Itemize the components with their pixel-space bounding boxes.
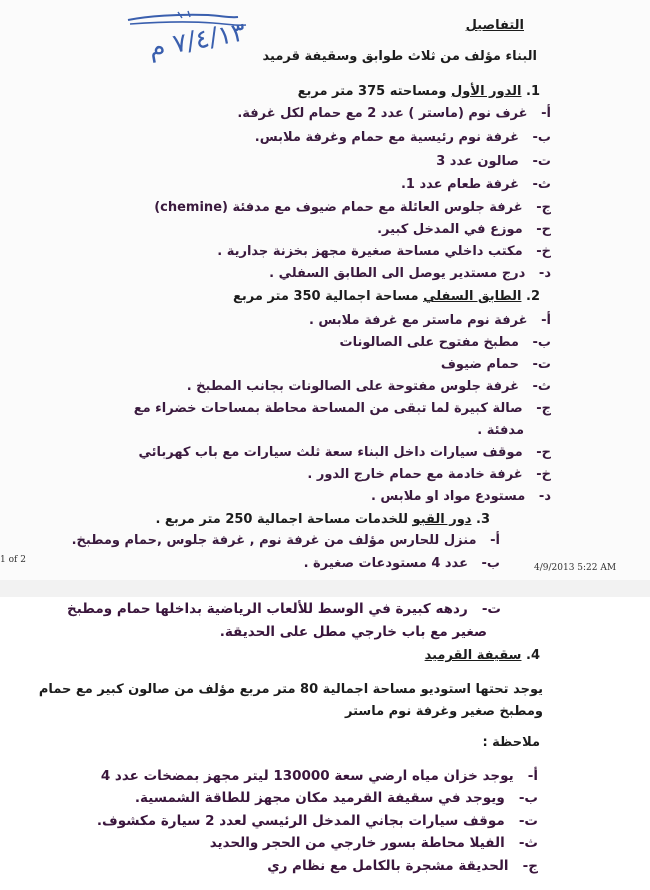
section4-label: سقيفة القرميد <box>424 648 522 663</box>
floor2-item: ت- حمام ضيوف <box>440 357 551 372</box>
floor1-label: الدور الأول <box>451 84 522 99</box>
document-page-2 <box>0 597 650 890</box>
section4-paragraph-line: يوجد تحتها استوديو مساحة اجمالية 80 متر مربع مؤلف من صالون كبير مع حمام <box>38 682 543 697</box>
floor3-heading <box>155 512 490 527</box>
floor3-label: دور القبو <box>412 512 472 527</box>
floor2-item: ح- موقف سيارات داخل البناء سعة ثلث سيارات مع باب كهربائي <box>138 445 551 460</box>
page2-item-t: ت- ردهه كبيرة في الوسط للألعاب الرياضية بداخلها حمام ومطبخ <box>67 601 501 617</box>
note-item: ث- الفيلا محاطة بسور خارجي من الحجر والحديد <box>209 835 538 851</box>
floor1-item: خ- مكتب داخلي مساحة صغيرة مجهز بخزنة جدارية . <box>217 244 551 259</box>
floor1-item: ح- موزع في المدخل كبير. <box>377 222 551 237</box>
section4-heading <box>425 648 540 663</box>
intro-line: البناء مؤلف من ثلاث طوابق وسقيفة قرميد <box>262 49 537 64</box>
note-item: أ- يوجد خزان مياه ارضي سعة 130000 ليتر مجهز بمضخات عدد 4 <box>100 768 538 784</box>
floor3-number: 3. <box>476 512 490 527</box>
print-timestamp: 4/9/2013 5:22 AM <box>534 563 617 573</box>
page2-item-t-continuation: صغير مع باب خارجي مطل على الحديقة. <box>219 624 487 640</box>
handwritten-date: ٧/٤/١٣ م <box>146 17 249 64</box>
floor2-item: أ- غرفة نوم ماستر مع غرفة ملابس . <box>308 313 551 328</box>
floor1-item: ث- غرفة طعام عدد 1. <box>400 177 551 192</box>
floor1-rest: ومساحته 375 متر مربع <box>297 84 452 99</box>
note-item: ج- الحديقة مشجرة بالكامل مع نظام ري <box>267 858 538 874</box>
floor2-item: ب- مطبخ مفتوح على الصالونات <box>339 335 551 350</box>
floor2-item: ج- صالة كبيرة لما تبقى من المساحة محاطة بمساحات خضراء مع <box>133 401 551 416</box>
section4-paragraph-line: ومطبخ صغير وغرفة نوم ماستر <box>345 704 543 719</box>
floor2-item: ث- غرفة جلوس مفتوحة على الصالونات بجانب المطبخ . <box>186 379 551 394</box>
floor1-heading <box>298 84 540 99</box>
floor1-number: 1. <box>526 84 540 99</box>
floor2-heading <box>233 289 540 304</box>
floor1-item: ت- صالون عدد 3 <box>436 154 551 169</box>
floor2-item: خ- غرفة خادمة مع حمام خارج الدور . <box>307 467 551 482</box>
page-divider <box>0 580 650 597</box>
section4-number: 4. <box>526 648 540 663</box>
floor1-item: ج- غرفة جلوس العائلة مع حمام ضيوف مع مدفئة (chemine) <box>154 200 551 215</box>
floor2-item-continuation: مدفئة . <box>477 423 524 438</box>
page-heading: التفاصيل <box>465 18 524 33</box>
floor3-rest: للخدمات مساحة اجمالية 250 متر مربع . <box>155 512 413 527</box>
floor1-item: ب- غرفة نوم رئيسية مع حمام وغرفة ملابس. <box>254 130 551 145</box>
floor3-item: ب- عدد 4 مستودعات صغيرة . <box>303 556 500 571</box>
floor1-item: د- درج مستدير يوصل الى الطابق السفلي . <box>269 266 551 281</box>
note-item: ب- ويوجد في سقيفة القرميد مكان مجهز للطاقة الشمسية. <box>134 790 538 806</box>
floor2-item: د- مستودع مواد او ملابس . <box>370 489 551 504</box>
floor2-number: 2. <box>526 289 540 304</box>
page-number-label: 1 of 2 <box>0 555 26 565</box>
notes-label: ملاحظة : <box>482 735 540 750</box>
floor2-rest: مساحة اجمالية 350 متر مربع <box>233 289 424 304</box>
floor3-item: أ- منزل للحارس مؤلف من غرفة نوم , غرفة جلوس ,حمام ومطبخ. <box>71 533 500 548</box>
floor1-item: أ- غرف نوم (ماستر ) عدد 2 مع حمام لكل غرفة. <box>237 106 551 121</box>
note-item: ت- موقف سيارات بجاني المدخل الرئيسي لعدد 2 سيارة مكشوف. <box>96 813 538 829</box>
floor2-label: الطابق السفلي <box>423 289 522 304</box>
